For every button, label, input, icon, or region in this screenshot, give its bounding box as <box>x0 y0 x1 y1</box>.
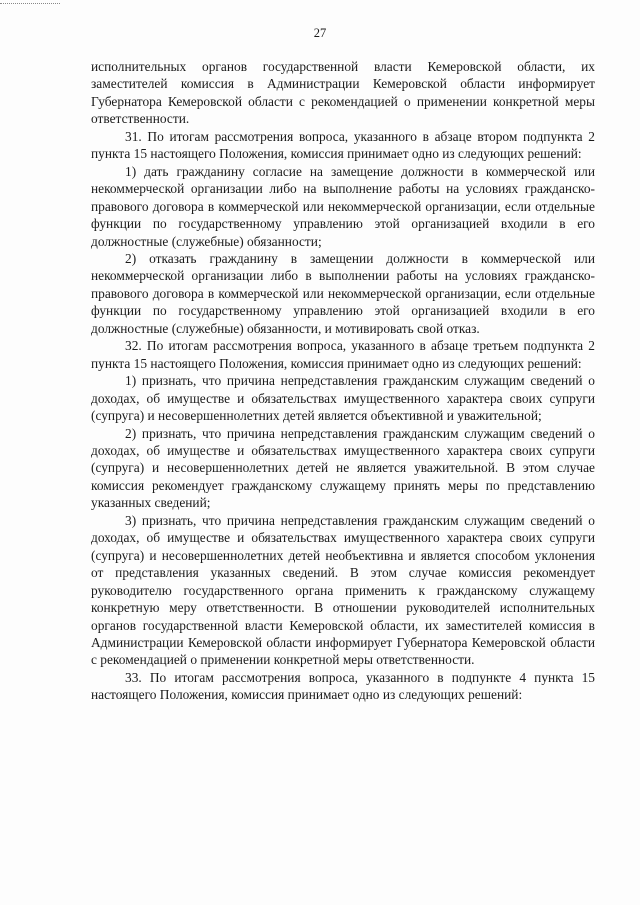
paragraph-31-1: 1) дать гражданину согласие на замещение должности в коммерческой или некоммерческой организации либо на выполнение работы на условиях гражданско-правового договора в коммерческой или некоммерческой организации, если отдельные функции по государственному управлению этой организацией входили в его должностные (служебные) обязанности; <box>91 163 595 249</box>
paragraph-32-1: 1) признать, что причина непредставления гражданским служащим сведений о доходах, об имуществе и обязательствах имущественного характера своих супруги (супруга) и несовершеннолетних детей является объективной и уважительной; <box>91 373 595 424</box>
document-body <box>91 58 595 704</box>
page-number: 27 <box>313 26 327 40</box>
scan-artifact <box>0 0 60 4</box>
paragraph-31-2: 2) отказать гражданину в замещении должности в коммерческой или некоммерческой организации либо в выполнении работы на условиях гражданско-правового договора в коммерческой или некоммерческой организации, если отдельные функции по государственному управлению этой организацией входили в его должностные (служебные) обязанности, и мотивировать свой отказ. <box>91 250 595 336</box>
paragraph-continuation: исполнительных органов государственной власти Кемеровской области, их заместителей комиссия в Администрации Кемеровской области информирует Губернатора Кемеровской области с рекомендацией о применении конкретной меры ответственности. <box>91 59 595 127</box>
paragraph-33: 33. По итогам рассмотрения вопроса, указанного в подпункте 4 пункта 15 настоящего Положения, комиссия принимает одно из следующих решений: <box>91 669 595 703</box>
paragraph-32: 32. По итогам рассмотрения вопроса, указанного в абзаце третьем подпункта 2 пункта 15 настоящего Положения, комиссия принимает одно из следующих решений: <box>91 338 595 371</box>
paragraph-32-3: 3) признать, что причина непредставления гражданским служащим сведений о доходах, об имуществе и обязательствах имущественного характера своих супруги (супруга) и несовершеннолетних детей необъективна и является способом уклонения от представления указанных сведений. В этом случае комиссия рекомендует руководителю государственного органа применить к гражданскому служащему конкретную меру ответственности. В отношении руководителей исполнительных органов государственной власти Кемеровской области, их заместителей комиссия в Администрации Кемеровской области информирует Губернатора Кемеровской области с рекомендацией о применении конкретной меры ответственности. <box>91 512 595 668</box>
paragraph-32-2: 2) признать, что причина непредставления гражданским служащим сведений о доходах, об имуществе и обязательствах имущественного характера своих супруги (супруга) и несовершеннолетних детей не является уважительной. В этом случае комиссия рекомендует гражданскому служащему принять меры по представлению указанных сведений; <box>91 425 595 511</box>
paragraph-31: 31. По итогам рассмотрения вопроса, указанного в абзаце втором подпункта 2 пункта 15 настоящего Положения, комиссия принимает одно из следующих решений: <box>91 128 595 162</box>
